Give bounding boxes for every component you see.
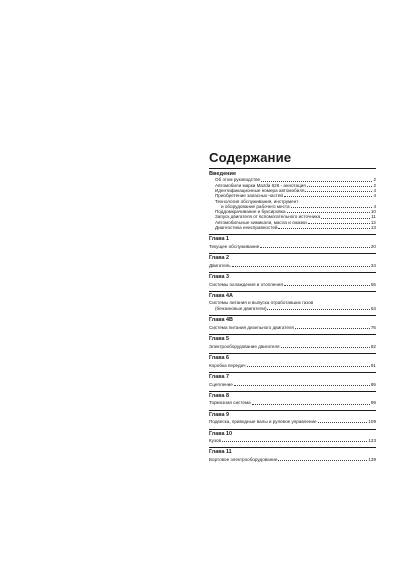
chapter-page: 82 <box>370 343 376 349</box>
dot-leader <box>260 247 370 248</box>
chapter-body <box>209 457 376 462</box>
chapter-block <box>209 391 376 406</box>
chapter-page: 76 <box>370 324 376 330</box>
intro-item-title: и оборудование рабочего места <box>221 203 290 209</box>
chapter-label: Глава 5 <box>209 336 229 343</box>
page-title: Содержание <box>209 150 292 165</box>
chapter-block <box>209 253 376 268</box>
intro-item-title: Автомобильные химикали, масла и смазки <box>215 219 307 225</box>
chapter-entry[interactable] <box>209 282 376 287</box>
chapter-label: Глава 3 <box>209 274 229 281</box>
chapter-rule <box>209 447 376 448</box>
chapter-page: 95 <box>370 381 376 387</box>
chapter-body <box>209 244 376 249</box>
chapter-block <box>209 429 376 444</box>
dot-leader <box>247 366 370 367</box>
dot-leader <box>307 186 373 187</box>
chapter-entry[interactable] <box>209 457 376 462</box>
chapter-body <box>209 282 376 287</box>
dot-leader <box>291 207 373 208</box>
chapter-label: Глава 4В <box>209 317 233 324</box>
chapter-label: Глава 8 <box>209 392 229 399</box>
intro-item[interactable] <box>215 225 376 230</box>
dot-leader <box>308 223 370 224</box>
chapter-rule <box>209 334 376 335</box>
chapter-title: Электрооборудование двигателя <box>209 343 280 349</box>
intro-item-page: 10 <box>370 209 376 215</box>
intro-item-title: Запуск двигателя от вспомогательного источника <box>215 214 321 220</box>
chapter-entry[interactable] <box>215 306 376 311</box>
chapter-entry[interactable] <box>209 363 376 368</box>
chapter-rule <box>209 315 376 316</box>
chapter-title: Кузов <box>209 438 222 444</box>
chapter-entry[interactable] <box>209 400 376 405</box>
chapter-entry[interactable] <box>209 344 376 349</box>
chapter-label: Глава 1 <box>209 236 229 243</box>
chapter-page: 123 <box>368 438 376 444</box>
chapter-body <box>209 325 376 330</box>
chapter-title: Системы охлаждения и отопления <box>209 281 283 287</box>
chapter-page: 34 <box>370 262 376 268</box>
chapter-entry[interactable] <box>209 419 376 424</box>
chapter-body <box>209 438 376 443</box>
dot-leader <box>234 385 370 386</box>
chapter-title: Подвеска, приводные валы и рулевое управление <box>209 419 317 425</box>
chapter-block <box>209 291 376 311</box>
intro-item-page: 13 <box>370 225 376 231</box>
chapter-block <box>209 372 376 387</box>
dot-leader <box>278 228 369 229</box>
chapter-title: Двигатель <box>209 262 231 268</box>
dot-leader <box>287 212 370 213</box>
intro-item-page: 4 <box>373 193 376 199</box>
intro-item-page: 2 <box>373 182 376 188</box>
intro-item-title: Диагностика неисправностей <box>215 225 278 231</box>
chapter-rule <box>209 410 376 411</box>
dot-leader <box>222 441 367 442</box>
dot-leader <box>252 404 370 405</box>
intro-item-page: 2 <box>373 177 376 183</box>
dot-leader <box>284 196 373 197</box>
chapter-block <box>209 334 376 349</box>
intro-item-title: Приобретение запасных частей <box>215 193 283 199</box>
dot-leader <box>278 460 367 461</box>
intro-item-title: Идентификационные номера автомобиля <box>215 188 305 193</box>
chapter-page: 109 <box>368 419 376 425</box>
chapter-title: Система питания дизельного двигателя <box>209 324 294 330</box>
intro-item-page: 4 <box>373 188 376 193</box>
chapter-rule <box>209 391 376 392</box>
dot-leader <box>281 347 370 348</box>
intro-item-title: Автомобили марки Mazda 626 - аннотация <box>215 182 306 188</box>
chapter-title: Сцепление <box>209 381 233 387</box>
chapter-page: 139 <box>368 457 376 463</box>
dot-leader <box>321 218 370 219</box>
chapter-title: Текущее обслуживание <box>209 243 260 249</box>
chapter-title: (бензиновые двигатели) <box>215 305 267 311</box>
chapter-rule <box>209 372 376 373</box>
dot-leader <box>305 191 372 192</box>
chapter-rule <box>209 429 376 430</box>
chapter-block <box>209 353 376 368</box>
chapter-page: 63 <box>370 305 376 311</box>
dot-leader <box>284 285 370 286</box>
chapter-body <box>209 300 376 312</box>
dot-leader <box>295 328 370 329</box>
chapter-title: Коробка передач <box>209 362 246 368</box>
chapter-label: Глава 10 <box>209 430 232 437</box>
chapter-block <box>209 447 376 462</box>
chapter-label: Глава 11 <box>209 449 232 456</box>
chapter-title: Бортовое электрооборудование <box>209 457 278 463</box>
chapter-rule <box>209 253 376 254</box>
intro-item-page: 11 <box>371 214 376 220</box>
chapter-body <box>209 400 376 405</box>
chapter-list <box>209 234 376 462</box>
chapter-entry[interactable] <box>209 263 376 268</box>
intro-item-page: 4 <box>373 203 376 209</box>
dot-leader <box>318 422 368 423</box>
chapter-label: Глава 2 <box>209 255 229 262</box>
chapter-body <box>209 363 376 368</box>
chapter-block <box>209 234 376 249</box>
chapter-body <box>209 263 376 268</box>
chapter-entry[interactable] <box>209 438 376 443</box>
table-of-contents <box>209 150 376 462</box>
chapter-label: Глава 6 <box>209 355 229 362</box>
dot-leader <box>232 266 370 267</box>
chapter-page: 20 <box>370 243 376 249</box>
chapter-title: Тормозная система <box>209 400 251 406</box>
chapter-entry[interactable] <box>209 244 376 249</box>
chapter-rule <box>209 234 376 235</box>
chapter-entry[interactable] <box>209 325 376 330</box>
intro-item-page: 12 <box>370 219 376 225</box>
chapter-block <box>209 315 376 330</box>
intro-heading: Введение <box>209 171 237 177</box>
chapter-body <box>209 344 376 349</box>
title-rule <box>209 168 376 169</box>
intro-item-title: Поддомкрачивание и буксировка <box>215 209 286 215</box>
intro-list <box>215 177 376 230</box>
chapter-page: 91 <box>370 362 376 368</box>
chapter-page: 99 <box>370 400 376 406</box>
dot-leader <box>261 181 372 182</box>
chapter-block <box>209 410 376 425</box>
chapter-rule <box>209 272 376 273</box>
chapter-body <box>209 419 376 424</box>
chapter-page: 55 <box>370 281 376 287</box>
chapter-entry[interactable] <box>209 382 376 387</box>
chapter-title-line: Системы питания и выпуска отработавших газов <box>209 299 314 305</box>
intro-item-title: Технология обслуживания, инструмент <box>215 198 299 204</box>
chapter-rule <box>209 291 376 292</box>
intro-item-title: Об этом руководстве <box>215 177 261 183</box>
dot-leader <box>267 309 369 310</box>
chapter-rule <box>209 353 376 354</box>
chapter-label: Глава 9 <box>209 411 229 418</box>
chapter-label: Глава 7 <box>209 373 229 380</box>
chapter-block <box>209 272 376 287</box>
chapter-label: Глава 4А <box>209 293 233 300</box>
chapter-body <box>209 382 376 387</box>
